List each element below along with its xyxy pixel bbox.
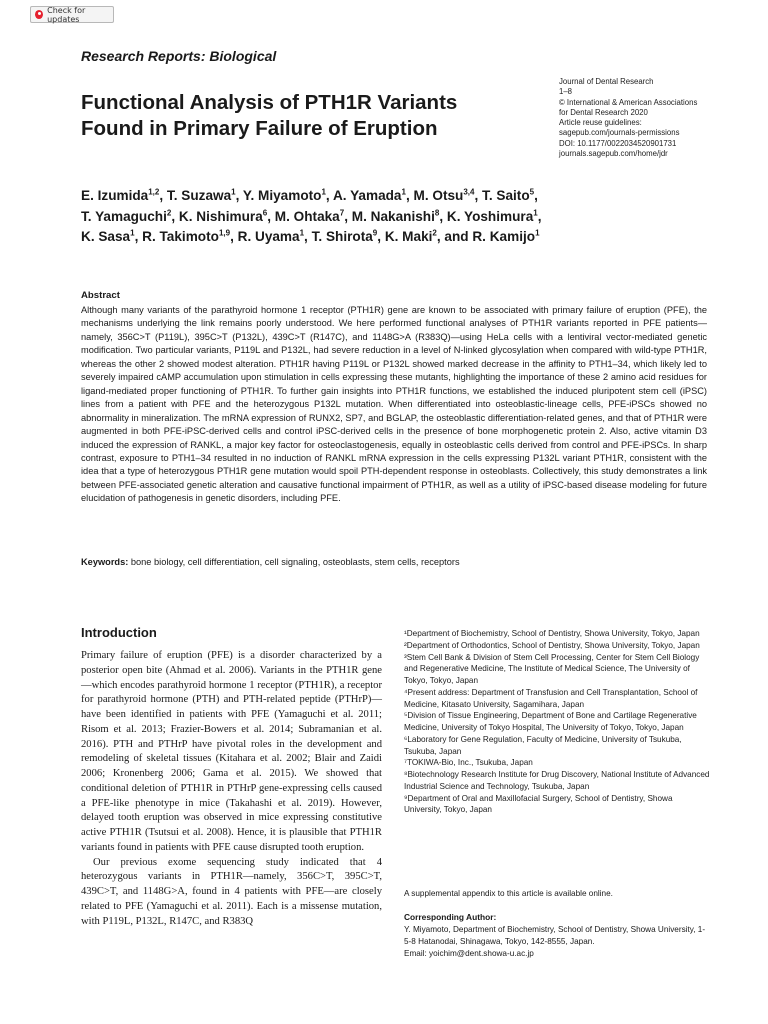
author-name: K. Maki [384, 229, 433, 245]
author-name: Y. Miyamoto [242, 188, 322, 203]
author-name: and R. Kamijo [444, 229, 536, 245]
journal-meta [559, 77, 739, 159]
author-name: K. Sasa [81, 229, 131, 245]
author-affiliation-marker: 1 [401, 187, 406, 197]
author-affiliation-marker: 2 [166, 208, 172, 218]
permissions-link[interactable]: sagepub.com/journals-permissions [559, 128, 680, 138]
corresponding-author-address: Y. Miyamoto, Department of Biochemistry, School of Dentistry, Showa University, 1-5-8 Hatanodai, Shinagawa, Tokyo, 142-8555, Japan. [404, 925, 706, 946]
reuse-guidelines-label: Article reuse guidelines: [559, 118, 642, 128]
author-affiliation-marker: 1 [299, 228, 305, 238]
author-list [81, 186, 701, 248]
author-affiliation-marker: 9 [372, 228, 378, 238]
page-range: 1–8 [559, 87, 573, 97]
section-label: Research Reports: Biological [81, 48, 277, 64]
author-line: T. Yamaguchi$^2$, K. Nishimura$^6$, M. Ohtaka$^7$, M. Nakanishi$^8$, K. Yoshimura$^1$, [81, 208, 542, 224]
author-name: E. Izumida [81, 188, 149, 203]
journal-home-link[interactable]: journals.sagepub.com/home/jdr [559, 149, 668, 159]
introduction-body [81, 649, 382, 929]
author-affiliation-marker: 1 [321, 187, 326, 197]
doi-link[interactable]: DOI: 10.1177/0022034520901731 [559, 138, 677, 148]
affiliation: ⁴Present address: Department of Transfusion and Cell Transplantation, School of Medicine, Kitasato University, Sagamihara, Japan [404, 687, 698, 709]
author-affiliation-marker: 3,4 [463, 187, 475, 197]
affiliation: ¹Department of Biochemistry, School of Dentistry, Showa University, Tokyo, Japan [404, 629, 700, 638]
author-affiliation-marker: 1 [231, 187, 236, 197]
affiliation: ²Department of Orthodontics, School of Dentistry, Showa University, Tokyo, Japan [404, 640, 700, 650]
abstract-heading: Abstract [81, 290, 120, 301]
affiliation: ³Stem Cell Bank & Division of Stem Cell Processing, Center for Stem Cell Biology and Regenerative Medicine, The Institute of Medical Science, The University of Tokyo, Tokyo, Japan [404, 652, 700, 685]
copyright-line: © International & American Associations [559, 97, 698, 107]
author-line: K. Sasa$^1$, R. Takimoto$^{1,9}$, R. Uyama$^1$, T. Shirota$^9$, K. Maki$^2$, and R. Kamijo$^1$ [81, 228, 540, 245]
author-name: T. Suzawa [166, 188, 232, 203]
author-affiliation-marker: 1,9 [218, 228, 231, 238]
affiliation: ⁸Biotechnology Research Institute for Drug Discovery, National Institute of Advanced Industrial Science and Technology, Tsukuba, Japan [404, 770, 710, 791]
author-affiliation-marker: 6 [262, 208, 268, 218]
author-affiliation-marker: 1,2 [148, 187, 160, 197]
author-name: M. Nakanishi [351, 208, 435, 224]
author-affiliation-marker: 1 [535, 228, 540, 238]
abstract-text: Although many variants of the parathyroid hormone 1 receptor (PTH1R) gene are known to be associated with primary failure of eruption (PFE), the mechanisms underlying the link remains poorly understood. We here performed functional analyses of PTH1R variants reported in PFE patients—namely, 356C>T (P119L), 395C>T (P132L), 439C>T (R147C), and 1148G>A (R383Q)—using HeLa cells with a lentiviral vector-mediated genetic modification. Two particular variants, P119L and P132L, had severe reduction in a level of N-linked glycosylation when compared with wild-type PTH1R, whereas the other 2 showed modest alteration. PTH1R having P119L or P132L showed marked decrease in the affinity to PTH1–34, which likely led to severely impaired cAMP accumulation upon stimulation in cells expressing these mutants, highlighting the importance of these 2 amino acid residues for ligand-mediated proper functioning of PTH1R. To further gain insights into PTH1R functions, we established the induced pluripotent stem cell (iPSC) lines from a patient with PFE and the heterozygous P132L mutation. When differentiated into osteoblastic-lineage cells, PFE-iPSCs showed no abnormality in mineralization. The mRNA expression of RUNX2, SP7, and BGLAP, the osteoblastic differentiation-related genes, and that of PTH1R were augmented in both PFE-iPSC-derived cells and control iPSC-derived cells in the presence of bone morphogenetic protein 2. Also, active vitamin D3 induced the expression of RANKL, a major key factor for osteoclastogenesis, equally in osteoblastic cells derived from control and PFE-iPSCs. In sharp contrast, exposure to PTH1–34 resulted in no induction of RANKL mRNA expression in the cells expressing P132L variant PTH1R, consistent with the idea that a type of heterozygous PTH1R gene mutation would spoil PTH-dependent response in osteoblasts. Collectively, this study demonstrates a link between PFE-associated genetic alteration and causative functional impairment of PTH1R, as well as a utility of iPSC-based disease modeling for future elucidation of pathogenesis in genetic disorders, including PFE. [81, 305, 707, 504]
affiliation: ⁷TOKIWA-Bio, Inc., Tsukuba, Japan [404, 758, 533, 768]
author-name: M. Ohtaka [274, 208, 340, 224]
author-line: E. Izumida$^{1,2}$, T. Suzawa$^1$, Y. Miyamoto$^1$, A. Yamada$^1$, M. Otsu$^{3,4}$, T. Saito$^5$, [81, 187, 538, 203]
author-name: M. Otsu [413, 188, 464, 203]
keywords-list: bone biology, cell differentiation, cell signaling, osteoblasts, stem cells, receptors [128, 557, 460, 567]
author-name: K. Nishimura [178, 208, 263, 224]
copyright-line: for Dental Research 2020 [559, 107, 648, 117]
author-name: T. Yamaguchi [81, 208, 167, 224]
introduction-heading: Introduction [81, 625, 157, 640]
author-affiliation-marker: 5 [529, 187, 535, 197]
corresponding-author-email[interactable]: Email: yoichim@dent.showa-u.ac.jp [404, 948, 534, 958]
author-name: T. Saito [482, 188, 530, 203]
keywords [81, 557, 707, 567]
keywords-label: Keywords: [81, 557, 129, 567]
author-name: R. Uyama [237, 229, 300, 245]
corresponding-author-details [404, 924, 710, 959]
author-affiliation-marker: 1 [533, 208, 538, 218]
affiliations [404, 628, 710, 816]
corresponding-author-heading: Corresponding Author: [404, 912, 497, 922]
affiliation: ⁵Division of Tissue Engineering, Department of Bone and Cartilage Regenerative Medicine, University of Tokyo Hospital, The University of Tokyo, Tokyo, Japan [404, 711, 697, 732]
check-for-updates-badge[interactable] [30, 6, 114, 23]
author-name: R. Takimoto [142, 229, 219, 245]
check-for-updates-label: Check for updates [47, 5, 86, 24]
journal-name: Journal of Dental Research [559, 77, 654, 86]
author-name: T. Shirota [311, 229, 373, 245]
author-affiliation-marker: 8 [434, 208, 440, 218]
affiliation: ⁹Department of Oral and Maxillofacial Surgery, School of Dentistry, Showa University, Tokyo, Japan [404, 793, 673, 815]
article-title: Functional Analysis of PTH1R Variants Found in Primary Failure of Eruption [81, 91, 458, 140]
author-affiliation-marker: 1 [130, 228, 135, 238]
author-affiliation-marker: 2 [432, 228, 437, 238]
update-check-icon [35, 10, 43, 19]
author-affiliation-marker: 7 [339, 208, 345, 218]
author-name: A. Yamada [332, 188, 402, 203]
introduction-paragraph: Primary failure of eruption (PFE) is a disorder characterized by a posterior open bite (Ahmad et al. 2006). Variants in the PTH1R gene—which encodes parathyroid hormone 1 receptor (PTH1R), a receptor for parathyroid hormone (PTH) and PTH-related peptide (PTHrP)—have been identified in patients with PFE (Yamaguchi et al. 2011; Risom et al. 2013; Frazier-Bowers et al. 2014; Subramanian et al. 2016). PTH and PTHrP have pivotal roles in the development and remodeling of skeletal tissues (Kitahara et al. 2002; Blair and Zaidi 2006; Kronenberg 2006; Gama et al. 2015). We showed that conditional deletion of PTH1R in PTHrP gene-expressing cells caused a PFE-like phenotype in mice (Takahashi et al. 2019). However, delayed tooth eruption was observed in mice expressing constitutive active PTH1R (Tsutsui et al. 2008). Hence, it is plausible that PTH1R variants found in patients with PFE cause disrupted tooth eruption. [81, 650, 382, 853]
affiliation: ⁶Laboratory for Gene Regulation, Faculty of Medicine, University of Tsukuba, Tsukuba, Japan [404, 734, 682, 756]
author-name: K. Yoshimura [446, 208, 534, 224]
supplement-note: A supplemental appendix to this article is available online. [404, 889, 613, 898]
introduction-paragraph: Our previous exome sequencing study indicated that 4 heterozygous variants in PTH1R—namely, 356C>T, 395C>T, 439C>T, and 1148G>A, found in 4 patients with PFE—are closely related to PFE (Yamaguchi et al. 2011). Each is a missense mutation, with P119L, P132L, R147C, and R383Q [81, 856, 382, 927]
